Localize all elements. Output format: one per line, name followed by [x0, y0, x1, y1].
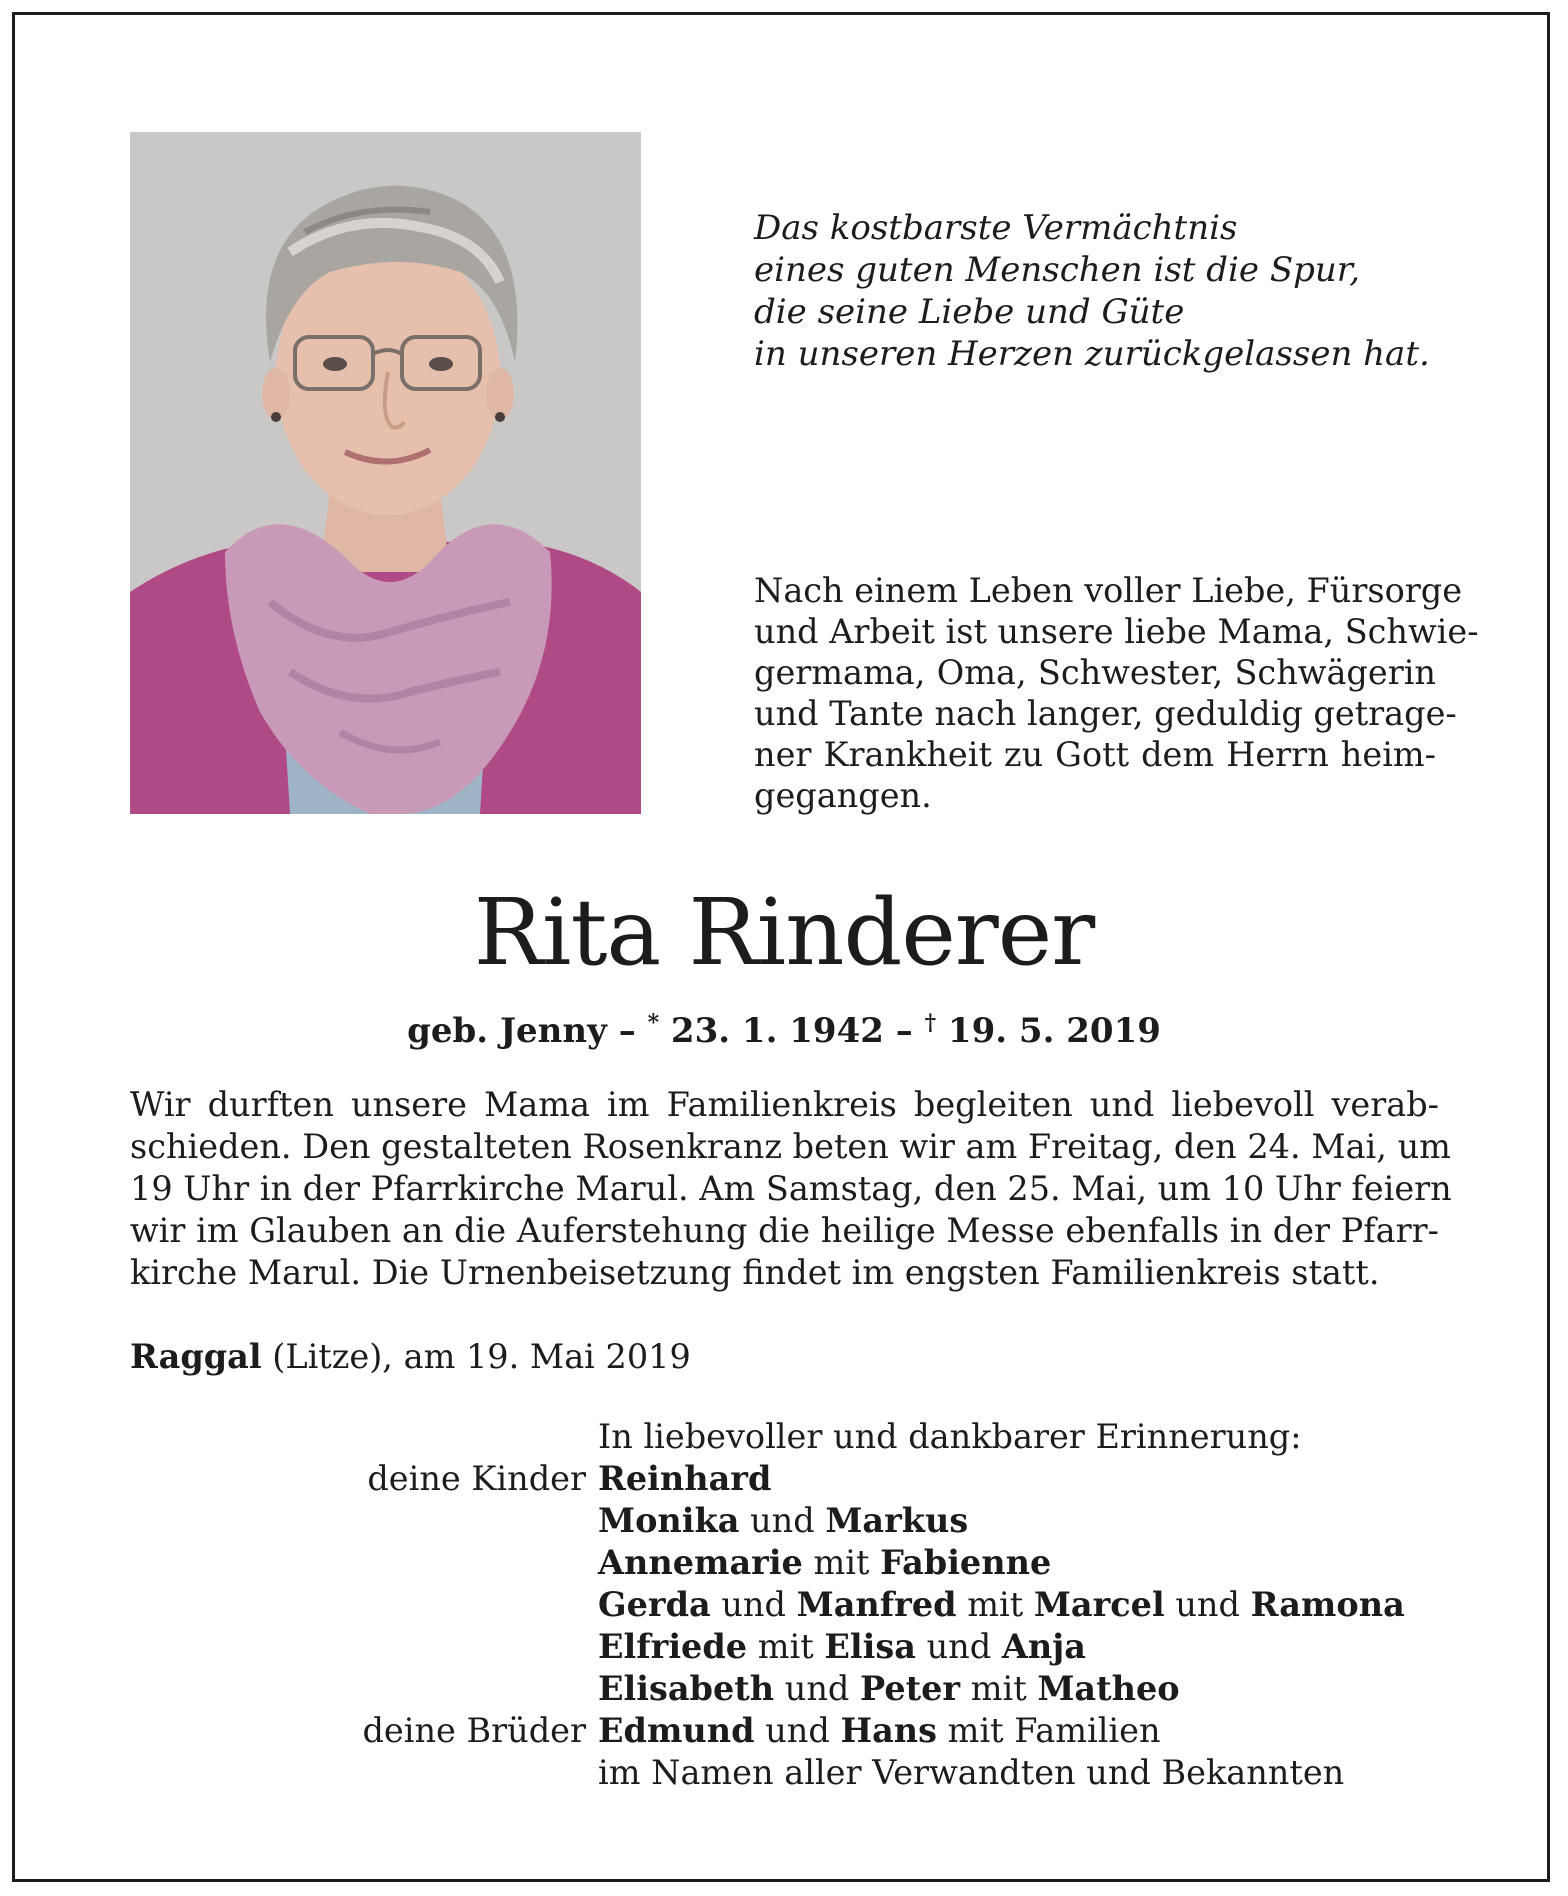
- connector-text: mit: [960, 1669, 1038, 1708]
- announcement-line: kirche Marul. Die Urnenbeisetzung findet im engsten Familienkreis statt.: [130, 1253, 1380, 1292]
- motto-line: Das kostbarste Vermächtnis: [754, 208, 1238, 248]
- place-date: [130, 1335, 691, 1379]
- connector-text: und: [754, 1711, 841, 1750]
- connector-text: mit Familien: [937, 1711, 1161, 1750]
- connector-text: im Namen aller Verwandten und Bekannten: [598, 1753, 1345, 1792]
- connector-text: und: [774, 1669, 861, 1708]
- mourners-heading-row: [0, 1416, 1568, 1458]
- death-symbol: †: [924, 1010, 937, 1036]
- portrait-photo: [130, 132, 641, 814]
- connector-text: mit: [956, 1585, 1034, 1624]
- mourner-row: [0, 1626, 1568, 1668]
- birth-name: geb. Jenny: [407, 1011, 607, 1051]
- mourner-name: Anja: [1001, 1627, 1087, 1666]
- intro-line: ner Krankheit zu Gott dem Herrn heim-: [754, 735, 1436, 774]
- mourner-name: Elisa: [824, 1627, 916, 1666]
- mourner-row: [0, 1584, 1568, 1626]
- intro-line: Nach einem Leben voller Liebe, Fürsorge: [754, 571, 1463, 610]
- mourner-name: Matheo: [1037, 1669, 1180, 1708]
- place-date-rest: (Litze), am 19. Mai 2019: [261, 1337, 691, 1376]
- motto-line: in unseren Herzen zurückgelassen hat.: [754, 334, 1430, 374]
- relation-label: deine Kinder: [367, 1459, 586, 1498]
- motto-line: eines guten Menschen ist die Spur,: [754, 250, 1361, 290]
- deceased-name: Rita Rinderer: [473, 879, 1095, 986]
- mourner-names: [598, 1626, 1086, 1668]
- relation-label: deine Brüder: [362, 1711, 586, 1750]
- connector-text: mit: [747, 1627, 825, 1666]
- intro-line: germama, Oma, Schwester, Schwägerin: [754, 653, 1436, 692]
- connector-text: und: [915, 1627, 1002, 1666]
- intro-line: gegangen.: [754, 776, 932, 815]
- mourner-name: Edmund: [598, 1711, 755, 1750]
- intro-paragraph: [754, 570, 1479, 816]
- announcement-line: schieden. Den gestalteten Rosenkranz beten wir am Freitag, den 24. Mai, um: [130, 1127, 1451, 1166]
- life-dates: [0, 1001, 1568, 1053]
- mourner-row: [0, 1500, 1568, 1542]
- separator: –: [606, 1011, 648, 1051]
- mourner-names: [598, 1542, 1051, 1584]
- mourner-row: [0, 1542, 1568, 1584]
- connector-text: und: [1164, 1585, 1251, 1624]
- mourner-row: [0, 1668, 1568, 1710]
- intro-line: und Arbeit ist unsere liebe Mama, Schwie-: [754, 612, 1479, 651]
- mourner-name: Monika: [598, 1501, 740, 1540]
- intro-line: und Tante nach langer, geduldig getrage-: [754, 694, 1457, 733]
- mourner-name: Annemarie: [598, 1543, 803, 1582]
- mourner-names: [598, 1584, 1405, 1626]
- mourner-names: [598, 1458, 771, 1500]
- motto-quote: [754, 207, 1474, 375]
- birth-date: 23. 1. 1942: [659, 1011, 884, 1051]
- mourners-list: [0, 1416, 1568, 1794]
- death-date: 19. 5. 2019: [936, 1011, 1161, 1051]
- motto-line: die seine Liebe und Güte: [754, 292, 1185, 332]
- connector-text: und: [710, 1585, 797, 1624]
- announcement-line: 19 Uhr in der Pfarrkirche Marul. Am Samstag, den 25. Mai, um 10 Uhr feiern: [130, 1169, 1452, 1208]
- mourner-rows: [0, 1458, 1568, 1794]
- mourner-name: Ramona: [1250, 1585, 1405, 1624]
- connector-text: und: [739, 1501, 826, 1540]
- separator: –: [883, 1011, 925, 1051]
- mourner-name: Gerda: [598, 1585, 711, 1624]
- announcement-line: Wir durften unsere Mama im Familienkreis begleiten und liebevoll verab-: [130, 1085, 1439, 1124]
- birth-symbol: *: [647, 1010, 660, 1036]
- mourners-heading: In liebevoller und dankbarer Erinnerung:: [598, 1417, 1302, 1456]
- mourner-name: Fabienne: [880, 1543, 1052, 1582]
- mourner-name: Peter: [860, 1669, 961, 1708]
- mourner-row: [0, 1458, 1568, 1500]
- mourner-names: [598, 1500, 968, 1542]
- mourner-name: Elfriede: [598, 1627, 748, 1666]
- portrait-illustration: [130, 132, 641, 814]
- mourner-names: [598, 1710, 1161, 1752]
- mourner-name: Reinhard: [598, 1459, 772, 1498]
- mourner-name: Manfred: [796, 1585, 957, 1624]
- mourner-name: Elisabeth: [598, 1669, 775, 1708]
- announcement-line: wir im Glauben an die Auferstehung die heilige Messe ebenfalls in der Pfarr-: [130, 1211, 1439, 1250]
- mourner-row: [0, 1752, 1568, 1794]
- mourner-name: Markus: [825, 1501, 969, 1540]
- mourner-name: Marcel: [1033, 1585, 1165, 1624]
- mourner-name: Hans: [840, 1711, 938, 1750]
- mourner-row: [0, 1710, 1568, 1752]
- connector-text: mit: [802, 1543, 881, 1582]
- announcement-paragraph: [130, 1084, 1452, 1294]
- mourner-names: [598, 1752, 1344, 1794]
- mourner-names: [598, 1668, 1180, 1710]
- place-town: Raggal: [130, 1337, 262, 1376]
